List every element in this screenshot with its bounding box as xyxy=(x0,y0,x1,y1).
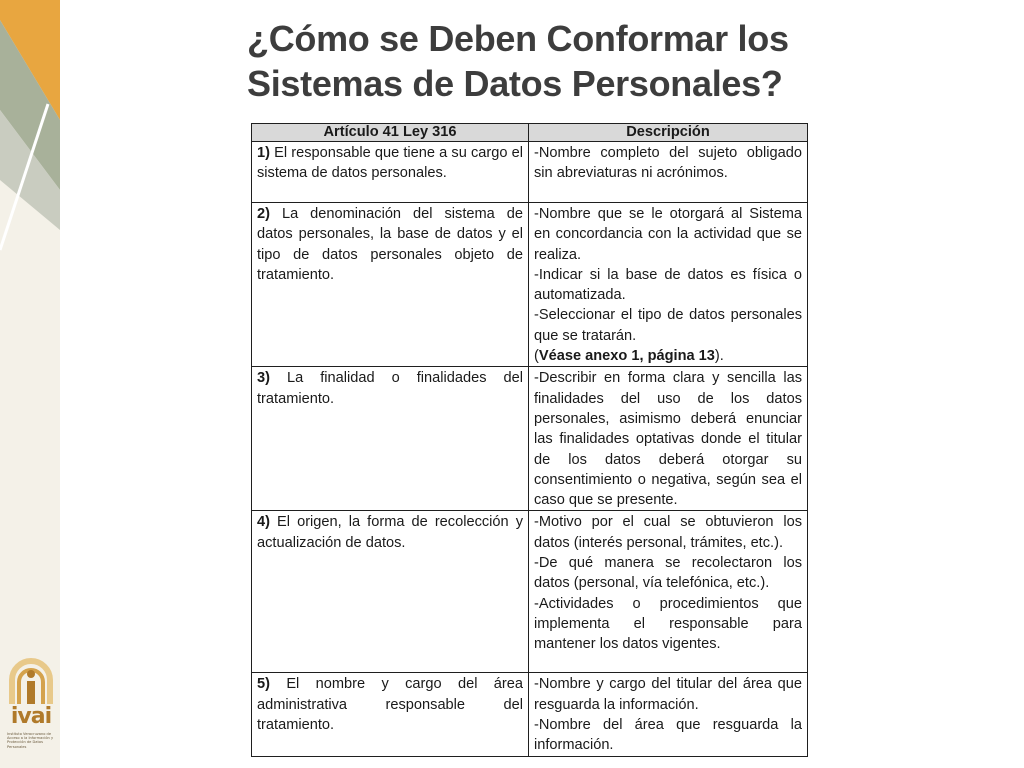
item-number: 2) xyxy=(257,206,270,222)
corner-stripes-graphic xyxy=(0,0,60,768)
article-text: La finalidad o finalidades del tratamiento. xyxy=(257,370,523,407)
table-row xyxy=(252,367,808,511)
table-row xyxy=(252,673,808,756)
table-row xyxy=(252,203,808,367)
description-cell xyxy=(529,367,808,511)
article-text: La denominación del sistema de datos personales, la base de datos y el tipo de datos personales objeto de tratamiento. xyxy=(257,206,523,283)
decorative-side-band xyxy=(0,0,60,768)
description-item: -Indicar si la base de datos es física o automatizada. xyxy=(534,266,802,304)
header-description: Descripción xyxy=(529,124,808,142)
item-number: 4) xyxy=(257,514,270,531)
description-item: -Nombre completo del sujeto obligado sin abreviaturas ni acrónimos. xyxy=(534,145,802,182)
logo-arch-icon xyxy=(6,656,56,706)
table-header-row xyxy=(252,124,808,142)
item-number: 1) xyxy=(257,145,270,161)
article-cell xyxy=(252,367,529,511)
annex-reference: (Véase anexo 1, página 13). xyxy=(534,348,724,365)
description-item: -Motivo por el cual se obtuvieron los datos (interés personal, trámites, etc.). xyxy=(534,514,802,551)
description-cell xyxy=(529,203,808,367)
header-article: Artículo 41 Ley 316 xyxy=(252,124,529,142)
title-line-1: ¿Cómo se Deben Conformar los xyxy=(247,18,789,59)
ivai-logo xyxy=(6,656,56,752)
description-item: -Nombre y cargo del titular del área que resguarda la información. xyxy=(534,676,802,713)
article-cell xyxy=(252,511,529,673)
logo-lettermark: ivai xyxy=(10,704,52,729)
title-line-2: Sistemas de Datos Personales? xyxy=(247,63,783,104)
description-item: -Actividades o procedimientos que implementa el responsable para mantener los datos vigentes. xyxy=(534,595,802,653)
article-text: El responsable que tiene a su cargo el sistema de datos personales. xyxy=(257,145,523,182)
table-row xyxy=(252,142,808,203)
article-cell xyxy=(252,203,529,367)
item-number: 5) xyxy=(257,676,270,693)
article-text: El nombre y cargo del área administrativa responsable del tratamiento. xyxy=(257,676,523,734)
slide-title xyxy=(247,16,847,106)
table-row xyxy=(252,511,808,673)
annex-reference-bold: Véase anexo 1, página 13 xyxy=(538,348,715,365)
requirements-table xyxy=(251,123,808,757)
item-number: 3) xyxy=(257,370,270,387)
description-cell xyxy=(529,511,808,673)
description-item: -De qué manera se recolectaron los datos (personal, vía telefónica, etc.). xyxy=(534,555,802,592)
description-item: -Nombre que se le otorgará al Sistema en concordancia con la actividad que se realiza. xyxy=(534,206,802,263)
description-cell xyxy=(529,142,808,203)
article-cell xyxy=(252,142,529,203)
description-item: -Seleccionar el tipo de datos personales que se tratarán. xyxy=(534,307,802,344)
article-cell xyxy=(252,673,529,756)
description-cell xyxy=(529,673,808,756)
logo-tagline: Instituto Veracruzano de Acceso a la Información y Protección de Datos Personales xyxy=(7,732,54,749)
description-item: -Describir en forma clara y sencilla las finalidades del uso de los datos personales, asimismo deberá enunciar las finalidades optativas donde el titular de los datos deberá otorgar su consentimiento o negativa, según sea el caso que se presente. xyxy=(534,370,802,509)
article-text: El origen, la forma de recolección y actualización de datos. xyxy=(257,514,523,551)
description-item: -Nombre del área que resguarda la información. xyxy=(534,717,802,754)
